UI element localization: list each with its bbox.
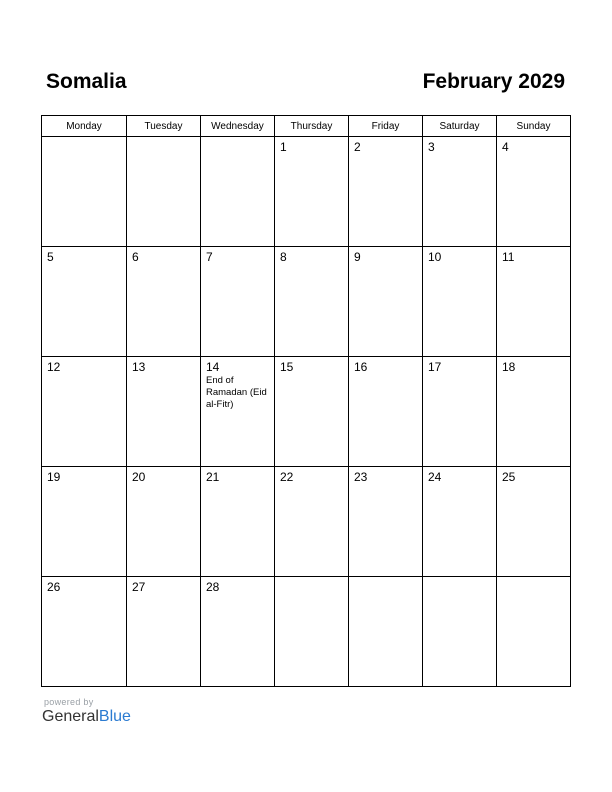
day-number: 2 — [354, 140, 361, 154]
calendar-title-country: Somalia — [46, 70, 127, 93]
day-cell — [42, 357, 127, 467]
day-number — [42, 137, 126, 140]
day-cell — [349, 577, 423, 687]
day-number: 14 — [206, 360, 220, 374]
day-number — [497, 577, 570, 580]
day-number: 1 — [280, 140, 287, 154]
day-number: 13 — [132, 360, 146, 374]
weekday-sunday: Sunday — [497, 116, 571, 137]
day-number: 10 — [428, 250, 442, 264]
weekday-wednesday: Wednesday — [201, 116, 275, 137]
day-number: 9 — [354, 250, 361, 264]
day-cell — [275, 137, 349, 247]
day-cell — [275, 577, 349, 687]
day-number: 6 — [132, 250, 139, 264]
weekday-thursday: Thursday — [275, 116, 349, 137]
calendar-grid — [41, 115, 571, 687]
weekday-friday: Friday — [349, 116, 423, 137]
weekday-saturday: Saturday — [423, 116, 497, 137]
day-number: 22 — [280, 470, 294, 484]
day-cell — [349, 357, 423, 467]
week-row-3 — [42, 357, 571, 467]
day-cell — [423, 467, 497, 577]
day-number: 20 — [132, 470, 146, 484]
weekday-header-row — [42, 116, 571, 137]
day-cell — [201, 247, 275, 357]
day-number: 3 — [428, 140, 435, 154]
day-number: 5 — [47, 250, 54, 264]
day-cell — [423, 247, 497, 357]
day-cell — [127, 247, 201, 357]
day-cell — [497, 577, 571, 687]
day-number: 23 — [354, 470, 368, 484]
day-number: 27 — [132, 580, 146, 594]
day-number: 18 — [502, 360, 516, 374]
day-cell — [275, 357, 349, 467]
day-cell — [423, 137, 497, 247]
day-number — [423, 577, 496, 580]
day-cell — [42, 577, 127, 687]
day-cell — [42, 467, 127, 577]
day-cell — [349, 247, 423, 357]
day-number: 4 — [502, 140, 509, 154]
day-cell — [201, 137, 275, 247]
day-number: 15 — [280, 360, 294, 374]
week-row-1 — [42, 137, 571, 247]
day-number: 19 — [47, 470, 61, 484]
day-cell — [127, 137, 201, 247]
day-cell — [497, 357, 571, 467]
brand-logo[interactable] — [42, 708, 131, 726]
week-row-5 — [42, 577, 571, 687]
day-number: 12 — [47, 360, 61, 374]
day-cell — [497, 467, 571, 577]
brand-logo-part1: General — [42, 708, 99, 725]
day-cell — [275, 467, 349, 577]
day-cell — [275, 247, 349, 357]
day-number: 17 — [428, 360, 442, 374]
day-number: 24 — [428, 470, 442, 484]
day-cell — [127, 467, 201, 577]
calendar-title-month: February 2029 — [422, 70, 565, 93]
weekday-tuesday: Tuesday — [127, 116, 201, 137]
day-number: 7 — [206, 250, 213, 264]
day-cell — [349, 467, 423, 577]
day-number: 21 — [206, 470, 220, 484]
weekday-monday: Monday — [42, 116, 127, 137]
day-number: 8 — [280, 250, 287, 264]
day-cell — [42, 137, 127, 247]
day-number: 16 — [354, 360, 368, 374]
day-cell — [201, 467, 275, 577]
day-number — [275, 577, 348, 580]
day-number — [349, 577, 422, 580]
day-cell — [423, 357, 497, 467]
day-number: 25 — [502, 470, 516, 484]
day-cell — [201, 357, 275, 467]
day-number — [201, 137, 274, 140]
brand-logo-part2: Blue — [98, 708, 131, 725]
day-cell — [127, 357, 201, 467]
week-row-2 — [42, 247, 571, 357]
day-cell — [42, 247, 127, 357]
day-cell — [423, 577, 497, 687]
day-cell — [127, 577, 201, 687]
holiday-label: End of Ramadan (Eid al-Fitr) — [206, 375, 267, 410]
day-cell — [497, 247, 571, 357]
day-cell — [497, 137, 571, 247]
day-number: 28 — [206, 580, 220, 594]
powered-by-text: powered by — [44, 697, 94, 707]
day-cell — [349, 137, 423, 247]
day-number — [127, 137, 200, 140]
day-cell — [201, 577, 275, 687]
day-number: 26 — [47, 580, 61, 594]
day-number: 11 — [502, 250, 515, 264]
week-row-4 — [42, 467, 571, 577]
